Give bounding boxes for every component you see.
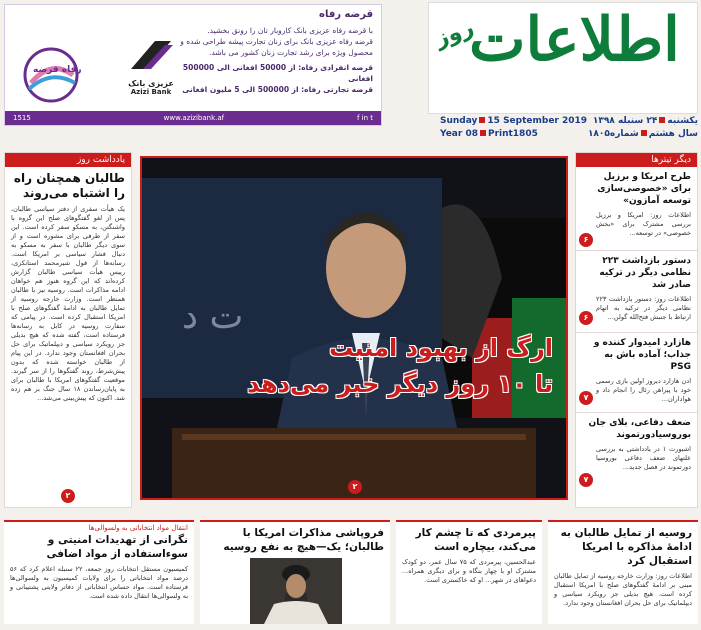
azizi-brand-en: Azizi Bank bbox=[130, 88, 172, 96]
ad-title: قرضه رفاه bbox=[319, 9, 373, 20]
svg-text:ت د: ت د bbox=[182, 296, 244, 337]
azizi-bank-logo bbox=[125, 35, 177, 103]
page-ref-badge[interactable]: ۶ bbox=[579, 311, 593, 325]
editorial-body: یک هیأت سفری از دفتر سیاسی طالبان، پس از لغو گفتگوهای صلح این گروه با واشنگتن، به مسکو سفر کرده است. این سفر از طرفی برای مشوره است و از سوی دیگر طالبان با سفر به مسکو به دنبال فشار سیاسی بر امریکا است. رسانه‌ها از قول شیرمحمد استانکزی، رییس هیأت سیاسی طالبان گزارش کرده‌اند که این گروه هنوز هم خواهان ادامه مذاکرات است. روسیه نیز با طالبان همنظر است. وزارت خارجه روسیه از تمایل طالبان به ادامهٔ گفتگوهای صلح با امریکا استقبال کرده است. در پیامی که سفارت روسیه در کابل به رسانه‌ها فرستاده است، گفته شده که هیچ بدیلی جز رویکرد سیاسی و دیپلماتیک برای حل بحران افغانستان وجود ندارد. در این پیام از طالبان خواسته شده که بدون پیش‌شرط، روند گفتگوها را از سر گیرند. موقعیت گفتگوهای امریکا با طالبان برای به پایان‌رساندن ۱۸ سال جنگ بر هم زده شد. اکنون که پیش‌بینی می‌شد... bbox=[11, 205, 125, 402]
rafah-loan-logo bbox=[15, 45, 87, 103]
ad-line: قرضه انفرادی رفاه: از 50000 افغانی الی 500000 افغانی bbox=[182, 63, 373, 83]
sidebar-item-title[interactable]: هازارد امیدوار کننده و جذاب؛ آماده باش به PSG bbox=[593, 338, 691, 372]
bottom-story-headline[interactable]: روسیه از تمایل طالبان به ادامهٔ مذاکره با امریکا استقبال کرد bbox=[560, 527, 692, 567]
ad-line: با قرضه رفاه عزیزی بانک کاروبار تان را رونق بخشید. bbox=[207, 26, 373, 35]
day-fa: یکشنبه bbox=[667, 115, 698, 126]
issue-fa: شماره۱۸۰۵ bbox=[587, 128, 639, 139]
ad-footer bbox=[5, 111, 381, 125]
azizi-logo-icon bbox=[125, 35, 177, 75]
sidebar-item-title[interactable]: دستور بازداشت ۲۲۳ نظامی دیگر در ترکیه صادر شد bbox=[599, 256, 691, 290]
bottom-story-headline[interactable]: فروپاشی مذاکرات امریکا با طالبان؛ یک—هیچ به نفع روسیه bbox=[223, 527, 384, 553]
bottom-story[interactable] bbox=[4, 520, 194, 624]
sidebar-item-title[interactable]: طرح امریکا و برزیل برای «خصوصی‌سازی توسعه آمازون» bbox=[597, 172, 691, 206]
ad-social-icons[interactable]: f in t bbox=[356, 114, 373, 122]
sidebar-item-body: اطلاعات روز: دستور بازداشت ۲۲۳ نظامی دیگر در ترکیه به اتهام ارتباط با جنبش فتح‌الله گولن... bbox=[596, 295, 691, 321]
masthead bbox=[428, 2, 698, 114]
lead-photo[interactable] bbox=[140, 156, 568, 500]
sidebar-item-title[interactable]: ضعف دفاعی، بلای جان بوروسیادورتموند bbox=[588, 418, 691, 440]
ad-line: قرضه تجارتی رفاه: از 500000 الی 5 ملیون افغانی bbox=[182, 85, 373, 94]
ad-phone: 1515 bbox=[13, 114, 31, 122]
sidebar-item-body: اشبورت ۱ در یادداشتی به بررسی علتهای ضعف دفاعی بوروسیا دورتموند در فصل جدید... bbox=[596, 445, 691, 471]
bottom-story[interactable] bbox=[548, 520, 698, 624]
sidebar-column bbox=[575, 152, 698, 508]
page-ref-badge[interactable]: ۶ bbox=[579, 233, 593, 247]
official-photo-illustration bbox=[250, 558, 342, 624]
year-en: Year 08 bbox=[440, 128, 478, 139]
bottom-story-body: عبدالحسین، پیرمردی که ۷۵ سال عمر، دو کودک مشترک او با چهار بنگاه و برای دیگری همراه... دعواهای در شهر... او که خاکستری است. bbox=[402, 558, 536, 584]
sidebar-item-body: اطلاعات روز: امریکا و برزیل بررسی مشترک برای «بخش خصوصی» در توسعه... bbox=[596, 211, 691, 237]
year-fa: سال هشتم bbox=[648, 128, 698, 139]
page-ref-badge[interactable]: ۷ bbox=[579, 391, 593, 405]
ad-text bbox=[161, 25, 373, 95]
date-fa: ۲۴ سنبله ۱۳۹۸ bbox=[592, 115, 658, 126]
advertisement[interactable] bbox=[4, 4, 382, 126]
ad-line: قرضه رفاه عزیزی بانک برای زنان تجارت پیشه طراحی شده و bbox=[180, 37, 373, 46]
sidebar-item-body: ادن هازارد دیروز اولین بازی رسمی خود با پیراهن رئال را انجام داد و هواداران... bbox=[596, 377, 691, 403]
lead-headline-line2: تا ۱۰ روز دیگر خبر می‌دهد bbox=[247, 370, 553, 398]
page-ref-badge[interactable]: ۷ bbox=[579, 473, 593, 487]
bottom-story-photo bbox=[250, 558, 342, 624]
date-en: 15 September 2019 bbox=[487, 115, 588, 126]
newspaper-name: اطلاعات bbox=[469, 5, 680, 75]
lead-headline-line1: ارگ از بهبود امنیت bbox=[329, 334, 553, 362]
newspaper-subname: روز bbox=[431, 15, 478, 52]
editorial-section-label: یادداشت روز bbox=[5, 153, 131, 167]
print-en: Print1805 bbox=[487, 128, 538, 139]
sidebar-item[interactable] bbox=[576, 251, 697, 333]
bottom-story[interactable] bbox=[200, 520, 390, 624]
day-en: Sunday bbox=[440, 115, 478, 126]
rafah-label: رفاه قرضه bbox=[33, 65, 82, 75]
dateline bbox=[440, 114, 698, 140]
sidebar-item[interactable] bbox=[576, 413, 697, 507]
editorial-headline[interactable]: طالبان همچنان راه را اشتباه می‌روند bbox=[13, 171, 125, 200]
bottom-story[interactable] bbox=[396, 520, 542, 624]
sidebar-item[interactable] bbox=[576, 333, 697, 413]
bottom-story-kicker: انتقال مواد انتخاباتی به ولسوالی‌ها bbox=[88, 524, 188, 532]
page-ref-badge[interactable]: ۲ bbox=[348, 480, 362, 494]
editorial-column[interactable] bbox=[4, 152, 132, 508]
lead-headline[interactable] bbox=[223, 330, 553, 402]
sidebar-section-label: دیگر تیترها bbox=[576, 153, 697, 167]
bottom-story-body: اطلاعات روز: وزارت خارجه روسیه از تمایل طالبان مبنی بر ادامهٔ گفتگوهای صلح با امریکا استقبال کرده است. هیچ بدیلی جز رویکرد سیاسی و دیپلماتیک برای حل بحران افغانستان وجود ندارد. bbox=[554, 572, 692, 607]
bottom-story-headline[interactable]: نگرانی از تهدیدات امنیتی و سوءاستفاده از مواد اضافی bbox=[46, 534, 188, 560]
ad-line: محصول ویژه برای رشد تجارت زنان کشور می باشد. bbox=[209, 48, 373, 57]
page-ref-badge[interactable]: ۲ bbox=[61, 489, 75, 503]
bottom-story-headline[interactable]: پیرمردی که تا چشم کار می‌کند، بیچاره است bbox=[415, 527, 536, 553]
azizi-brand-fa: عزیزی بانک bbox=[128, 79, 174, 88]
sidebar-item[interactable] bbox=[576, 167, 697, 251]
speaker-photo-illustration bbox=[142, 158, 566, 498]
bottom-story-body: کمیسیون مستقل انتخابات روز جمعه، ۲۲ سنبله اعلام کرد که ۵۶ درصد مواد انتخاباتی را برای ولایات کمیسیون به ولسوالی‌ها فرستاده است. مواد حساس انتخاباتی از دفاتر ولایتی پشتیبانی و به ولسوالی‌ها انتقال داده شده است. bbox=[10, 565, 188, 600]
ad-website[interactable]: www.azizibank.af bbox=[163, 114, 225, 122]
